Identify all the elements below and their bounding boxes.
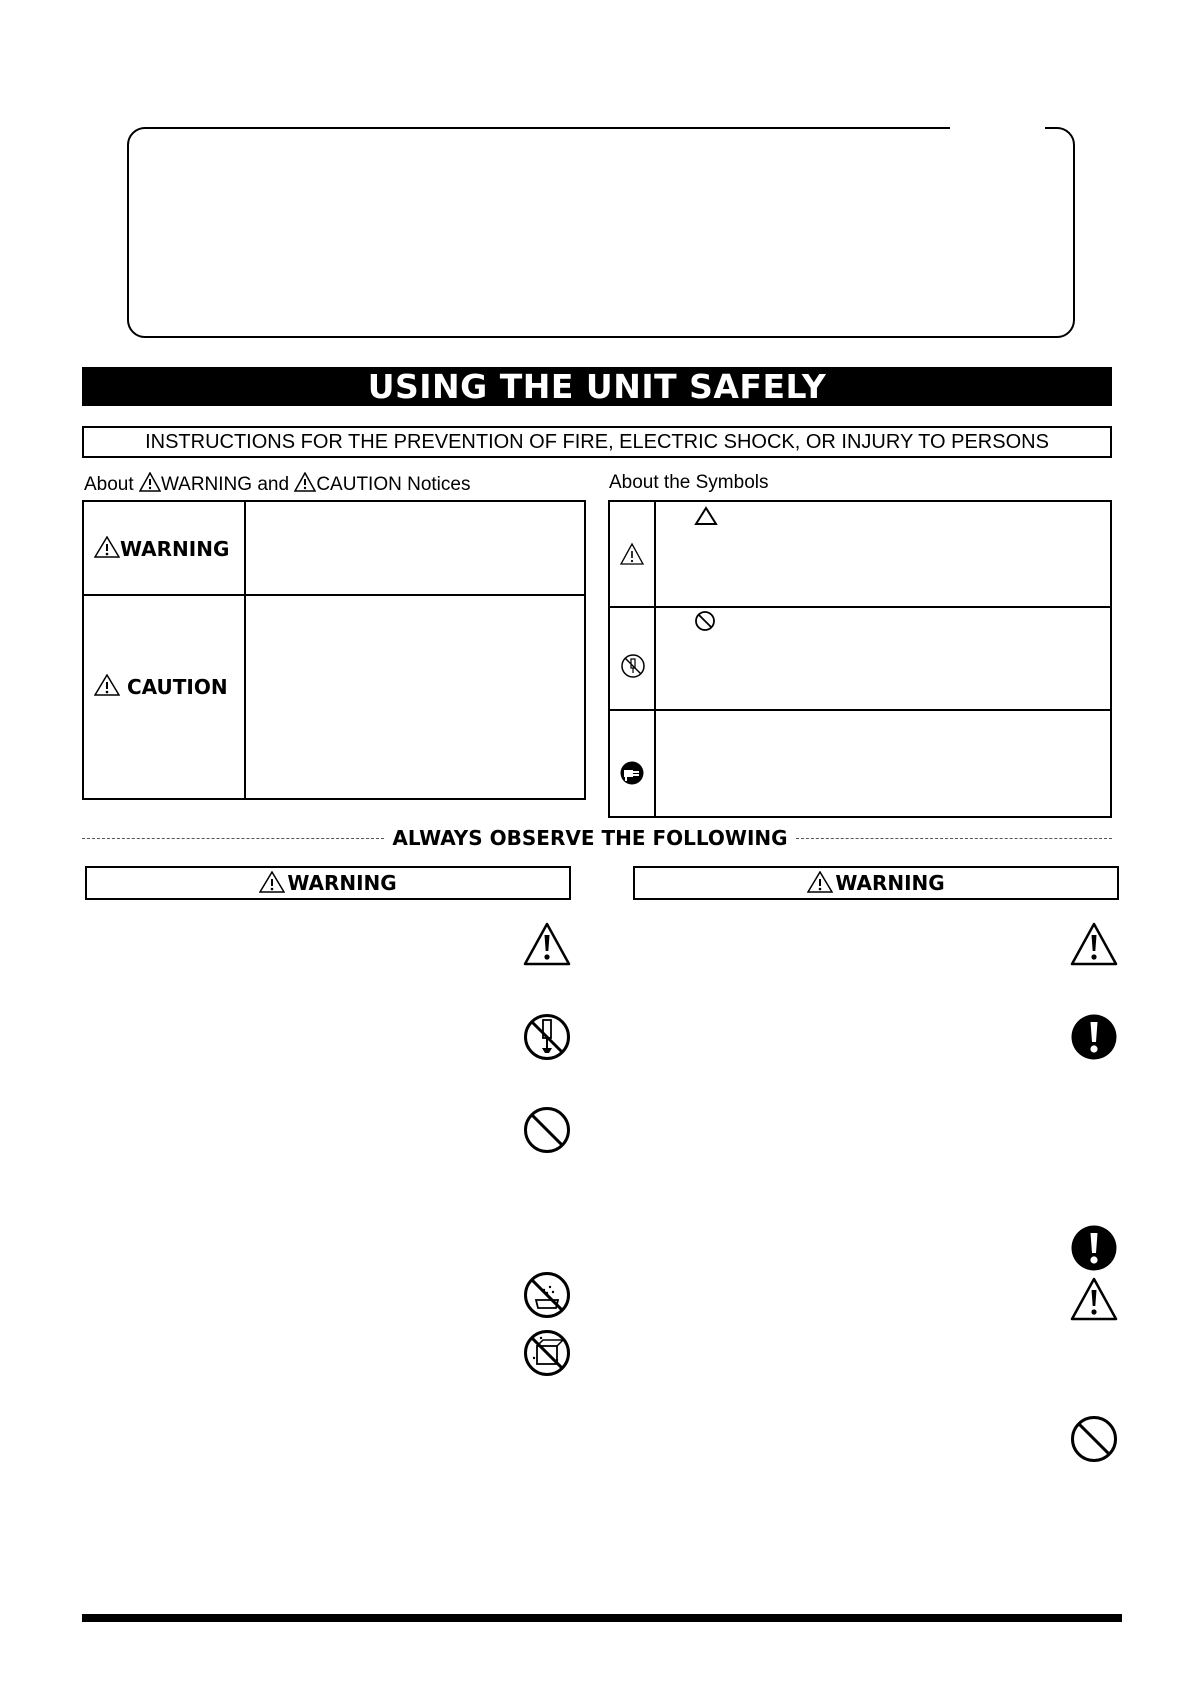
no-water-icon: [522, 1270, 572, 1320]
caution-notice-label: CAUTION: [94, 674, 228, 699]
warning-header-right: WARNING: [633, 866, 1119, 900]
no-wet-hands-icon: [522, 1328, 572, 1378]
label-notices: Notices: [407, 474, 471, 495]
caution-triangle-icon: [94, 674, 120, 696]
caution-triangle-icon: [94, 536, 120, 558]
dashed-divider: [796, 838, 1112, 839]
mandatory-icon: [1069, 1223, 1119, 1273]
caution-triangle-icon: [1069, 920, 1119, 970]
warning-header-left: WARNING: [85, 866, 571, 900]
label-about: About: [84, 474, 134, 495]
table-divider: [610, 606, 1110, 608]
page-bottom-rule: [82, 1614, 1122, 1622]
no-disassemble-icon: [522, 1012, 572, 1062]
label-caution: CAUTION: [316, 474, 402, 495]
label-and: and: [257, 474, 290, 495]
notice-box: [127, 127, 1075, 338]
caution-triangle-icon: [1069, 1275, 1119, 1325]
notices-section-label: [84, 472, 470, 496]
unplug-icon: [619, 760, 645, 786]
prohibited-icon: [522, 1105, 572, 1155]
table-divider: [610, 709, 1110, 711]
page-title: USING THE UNIT SAFELY: [82, 367, 1112, 406]
notices-table: [82, 500, 586, 800]
symbols-table: [608, 500, 1112, 818]
table-divider: [654, 502, 656, 816]
caution-triangle-icon: [807, 871, 833, 893]
dashed-divider: [82, 838, 384, 839]
notice-box-gap: [950, 122, 1045, 132]
prohibited-icon: [1069, 1414, 1119, 1464]
prohibition-disassemble-icon: [620, 653, 646, 679]
triangle-symbol-icon: [694, 506, 718, 526]
caution-triangle-icon: [259, 871, 285, 893]
mandatory-icon: [1069, 1012, 1119, 1062]
caution-triangle-icon: [522, 920, 572, 970]
prohibited-symbol-icon: [694, 610, 716, 632]
symbols-section-label: About the Symbols: [609, 472, 769, 493]
warning-notice-label: WARNING: [94, 536, 229, 561]
caution-triangle-icon: [139, 472, 161, 492]
table-divider: [244, 502, 246, 798]
instructions-heading: INSTRUCTIONS FOR THE PREVENTION OF FIRE, ELECTRIC SHOCK, OR INJURY TO PERSONS: [82, 426, 1112, 458]
table-divider: [84, 594, 584, 596]
caution-triangle-icon: [294, 472, 316, 492]
caution-triangle-icon: [619, 542, 645, 566]
label-warning: WARNING: [160, 474, 253, 495]
always-observe-heading: ALWAYS OBSERVE THE FOLLOWING: [392, 826, 788, 850]
